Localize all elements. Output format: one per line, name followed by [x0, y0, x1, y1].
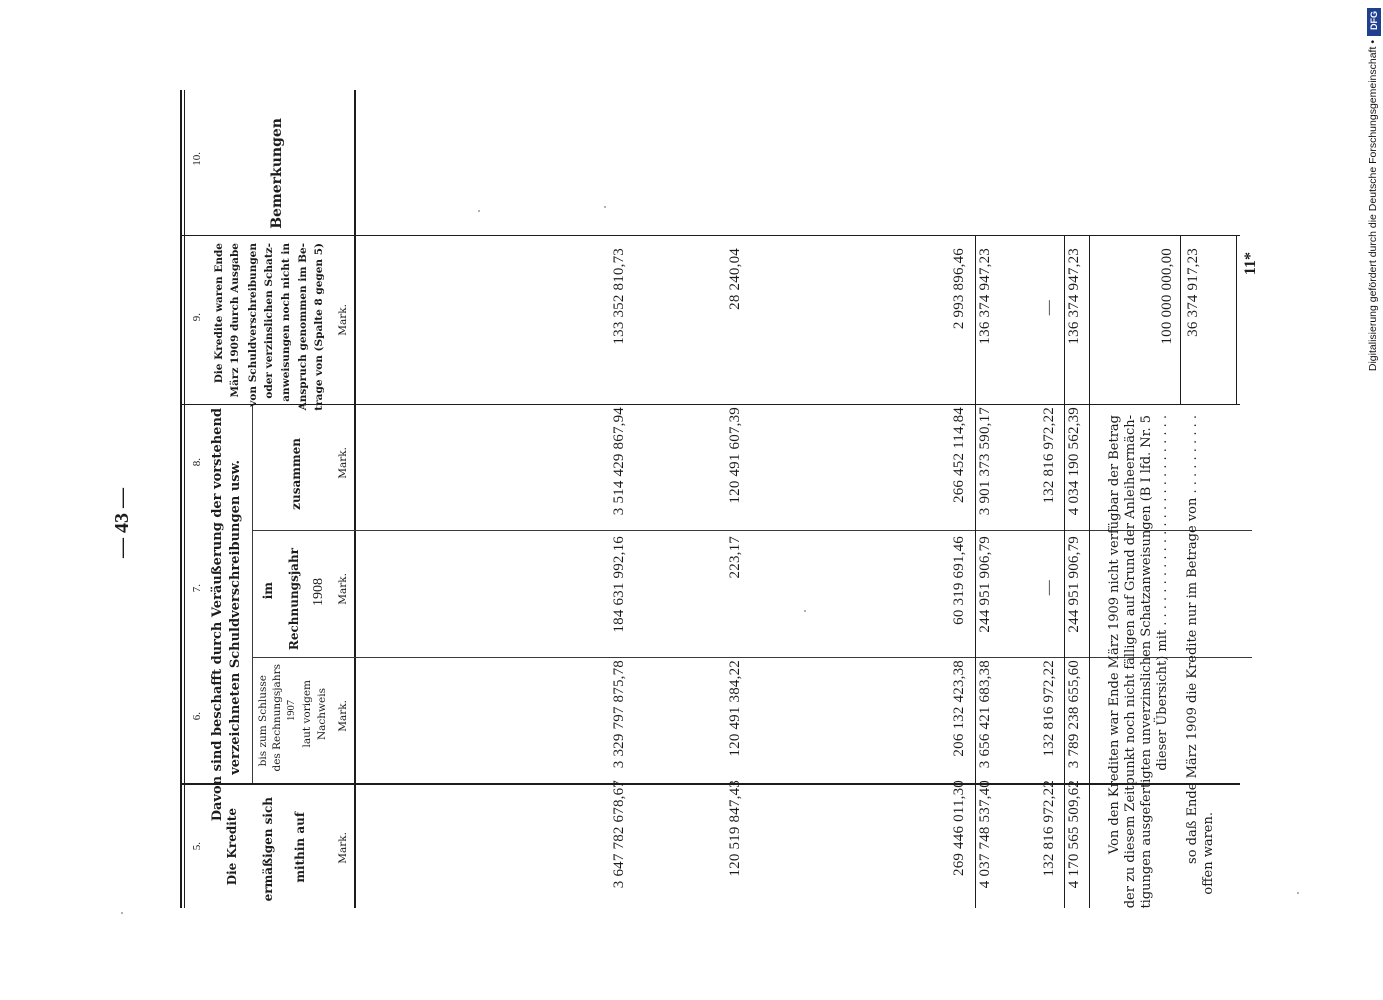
row4-col9: 136 374 947,23	[977, 248, 993, 345]
row2-col7: 223,17	[727, 536, 743, 579]
col9-line-3: von Schuldverschreibungen	[247, 243, 259, 407]
scan-speck	[804, 610, 806, 612]
page-number: — 43 —	[111, 488, 133, 558]
col10-title: Bemerkungen	[269, 118, 285, 229]
row5-col5: 132 816 972,22	[1041, 780, 1057, 877]
row5-col6: 132 816 972,22	[1041, 660, 1057, 757]
row6-col6: 3 789 238 655,60	[1066, 660, 1082, 769]
row4-col7: 244 951 906,79	[977, 536, 993, 633]
col7-line-2: Rechnungsjahr	[287, 548, 301, 651]
col6-line-4: laut vorigem	[301, 680, 313, 748]
row6-col5: 4 170 565 509,62	[1066, 780, 1082, 889]
col6-line-2: des Rechnungsjahrs	[271, 664, 283, 772]
table-left-rule-1	[180, 90, 182, 908]
row1-col8: 3 514 429 867,94	[611, 407, 627, 516]
group-title-2: verzeichneten Schuldverschreibungen usw.	[228, 460, 243, 775]
note1-value: 100 000 000,00	[1159, 248, 1175, 345]
note2-line-1: so daß Ende März 1909 die Kredite nur im Betrage von . . . . . . . . . .	[1185, 415, 1200, 864]
total-rule-1	[975, 235, 976, 908]
row6-col7: 244 951 906,79	[1066, 536, 1082, 633]
col5-title-3: mithin auf	[293, 812, 307, 883]
col5-unit: Mark.	[337, 832, 349, 864]
note1-line-3: tigungen ausgefertigten unverzinslichen Schatzanweisungen (B I lfd. Nr. 5	[1139, 415, 1154, 909]
row4-col8: 3 901 373 590,17	[977, 407, 993, 516]
sep-7-8	[252, 530, 1252, 531]
note1-line-1: Von den Krediten war Ende März 1909 nicht verfügbar der Betrag	[1107, 415, 1122, 855]
row3-col6: 206 132 423,38	[951, 660, 967, 757]
note1-line-4: dieser Übersicht) mit . . . . . . . . . . . . . . . . . . . . . . . . . .	[1155, 415, 1170, 771]
col6-number: 6.	[191, 712, 203, 721]
row2-col9: 28 240,04	[727, 248, 743, 310]
row1-col7: 184 631 992,16	[611, 536, 627, 633]
row6-col8: 4 034 190 562,39	[1066, 407, 1082, 516]
table-left-rule-2	[184, 90, 185, 908]
col6-line-5: Nachweis	[316, 688, 328, 741]
header-bottom-rule	[354, 90, 356, 908]
note1-line-2: der zu diesem Zeitpunkt noch nicht fälligen auf Grund der Anleiheermäch-	[1123, 415, 1138, 909]
note2-value: 36 374 917,23	[1185, 248, 1201, 337]
sep-8-9	[180, 404, 1240, 405]
note-value-rule-2	[1236, 235, 1237, 405]
col9-number: 9.	[191, 313, 203, 322]
col9-unit: Mark.	[337, 304, 349, 336]
digitization-note: Digitalisierung gefördert durch die Deutsche Forschungsgemeinschaft •	[1367, 40, 1379, 372]
col8-unit: Mark.	[337, 447, 349, 479]
row6-col9: 136 374 947,23	[1066, 248, 1082, 345]
scan-speck	[604, 206, 606, 208]
col7-unit: Mark.	[337, 573, 349, 605]
col7-line-1: im	[261, 582, 275, 600]
col8-line-1: zusammen	[289, 438, 303, 510]
row3-col5: 269 446 011,30	[951, 780, 967, 876]
row5-col9: —	[1041, 300, 1057, 316]
row3-col9: 2 993 896,46	[951, 248, 967, 330]
row4-col5: 4 037 748 537,40	[977, 780, 993, 889]
note-value-rule-1	[1180, 235, 1181, 405]
sheet-mark: 11*	[1242, 252, 1259, 276]
row1-col9: 133 352 810,73	[611, 248, 627, 345]
row3-col7: 60 319 691,46	[951, 536, 967, 625]
row2-col5: 120 519 847,43	[727, 780, 743, 877]
group-title-1: Davon sind beschafft durch Veräußerung der vorstehend	[210, 408, 225, 822]
col7-line-3: 1908	[311, 578, 326, 606]
col5-number: 5.	[191, 842, 203, 851]
scan-speck	[121, 912, 123, 914]
col9-line-1: Die Kredite waren Ende	[213, 243, 225, 384]
row3-col8: 266 452 114,84	[951, 407, 967, 503]
row1-col6: 3 329 797 875,78	[611, 660, 627, 769]
row2-col8: 120 491 607,39	[727, 407, 743, 504]
col7-number: 7.	[191, 584, 203, 593]
col5-title-1: Die Kredite	[225, 808, 239, 886]
dfg-logo: DFG	[1367, 8, 1381, 36]
row5-col7: —	[1041, 580, 1057, 596]
row1-col5: 3 647 782 678,67	[611, 780, 627, 889]
sep-6-7	[252, 657, 1252, 658]
col5-title-2: ermäßigen sich	[261, 797, 275, 902]
header-sub-rule-6-8	[252, 405, 253, 783]
col9-line-2: März 1909 durch Ausgabe	[229, 243, 241, 398]
col9-line-5: anweisungen noch nicht in	[280, 243, 292, 402]
col8-number: 8.	[191, 458, 203, 467]
note2-line-2: offen waren.	[1201, 812, 1216, 895]
row5-col8: 132 816 972,22	[1041, 407, 1057, 504]
col6-unit: Mark.	[337, 700, 349, 732]
row4-col6: 3 656 421 683,38	[977, 660, 993, 769]
col10-number: 10.	[191, 152, 203, 166]
sep-9-10	[180, 235, 1240, 236]
total-rule-2	[1064, 235, 1065, 908]
row2-col6: 120 491 384,22	[727, 660, 743, 757]
col6-line-1: bis zum Schlusse	[257, 675, 269, 767]
total-rule-3	[1089, 235, 1090, 908]
scan-speck	[1297, 892, 1299, 894]
scan-speck	[478, 210, 480, 212]
col9-line-4: oder verzinslichen Schatz-	[263, 243, 275, 399]
col9-line-6: Anspruch genommen im Be-	[297, 243, 309, 411]
col6-line-3: 1907	[286, 700, 297, 721]
col9-line-7: trage von (Spalte 8 gegen 5)	[313, 243, 325, 411]
